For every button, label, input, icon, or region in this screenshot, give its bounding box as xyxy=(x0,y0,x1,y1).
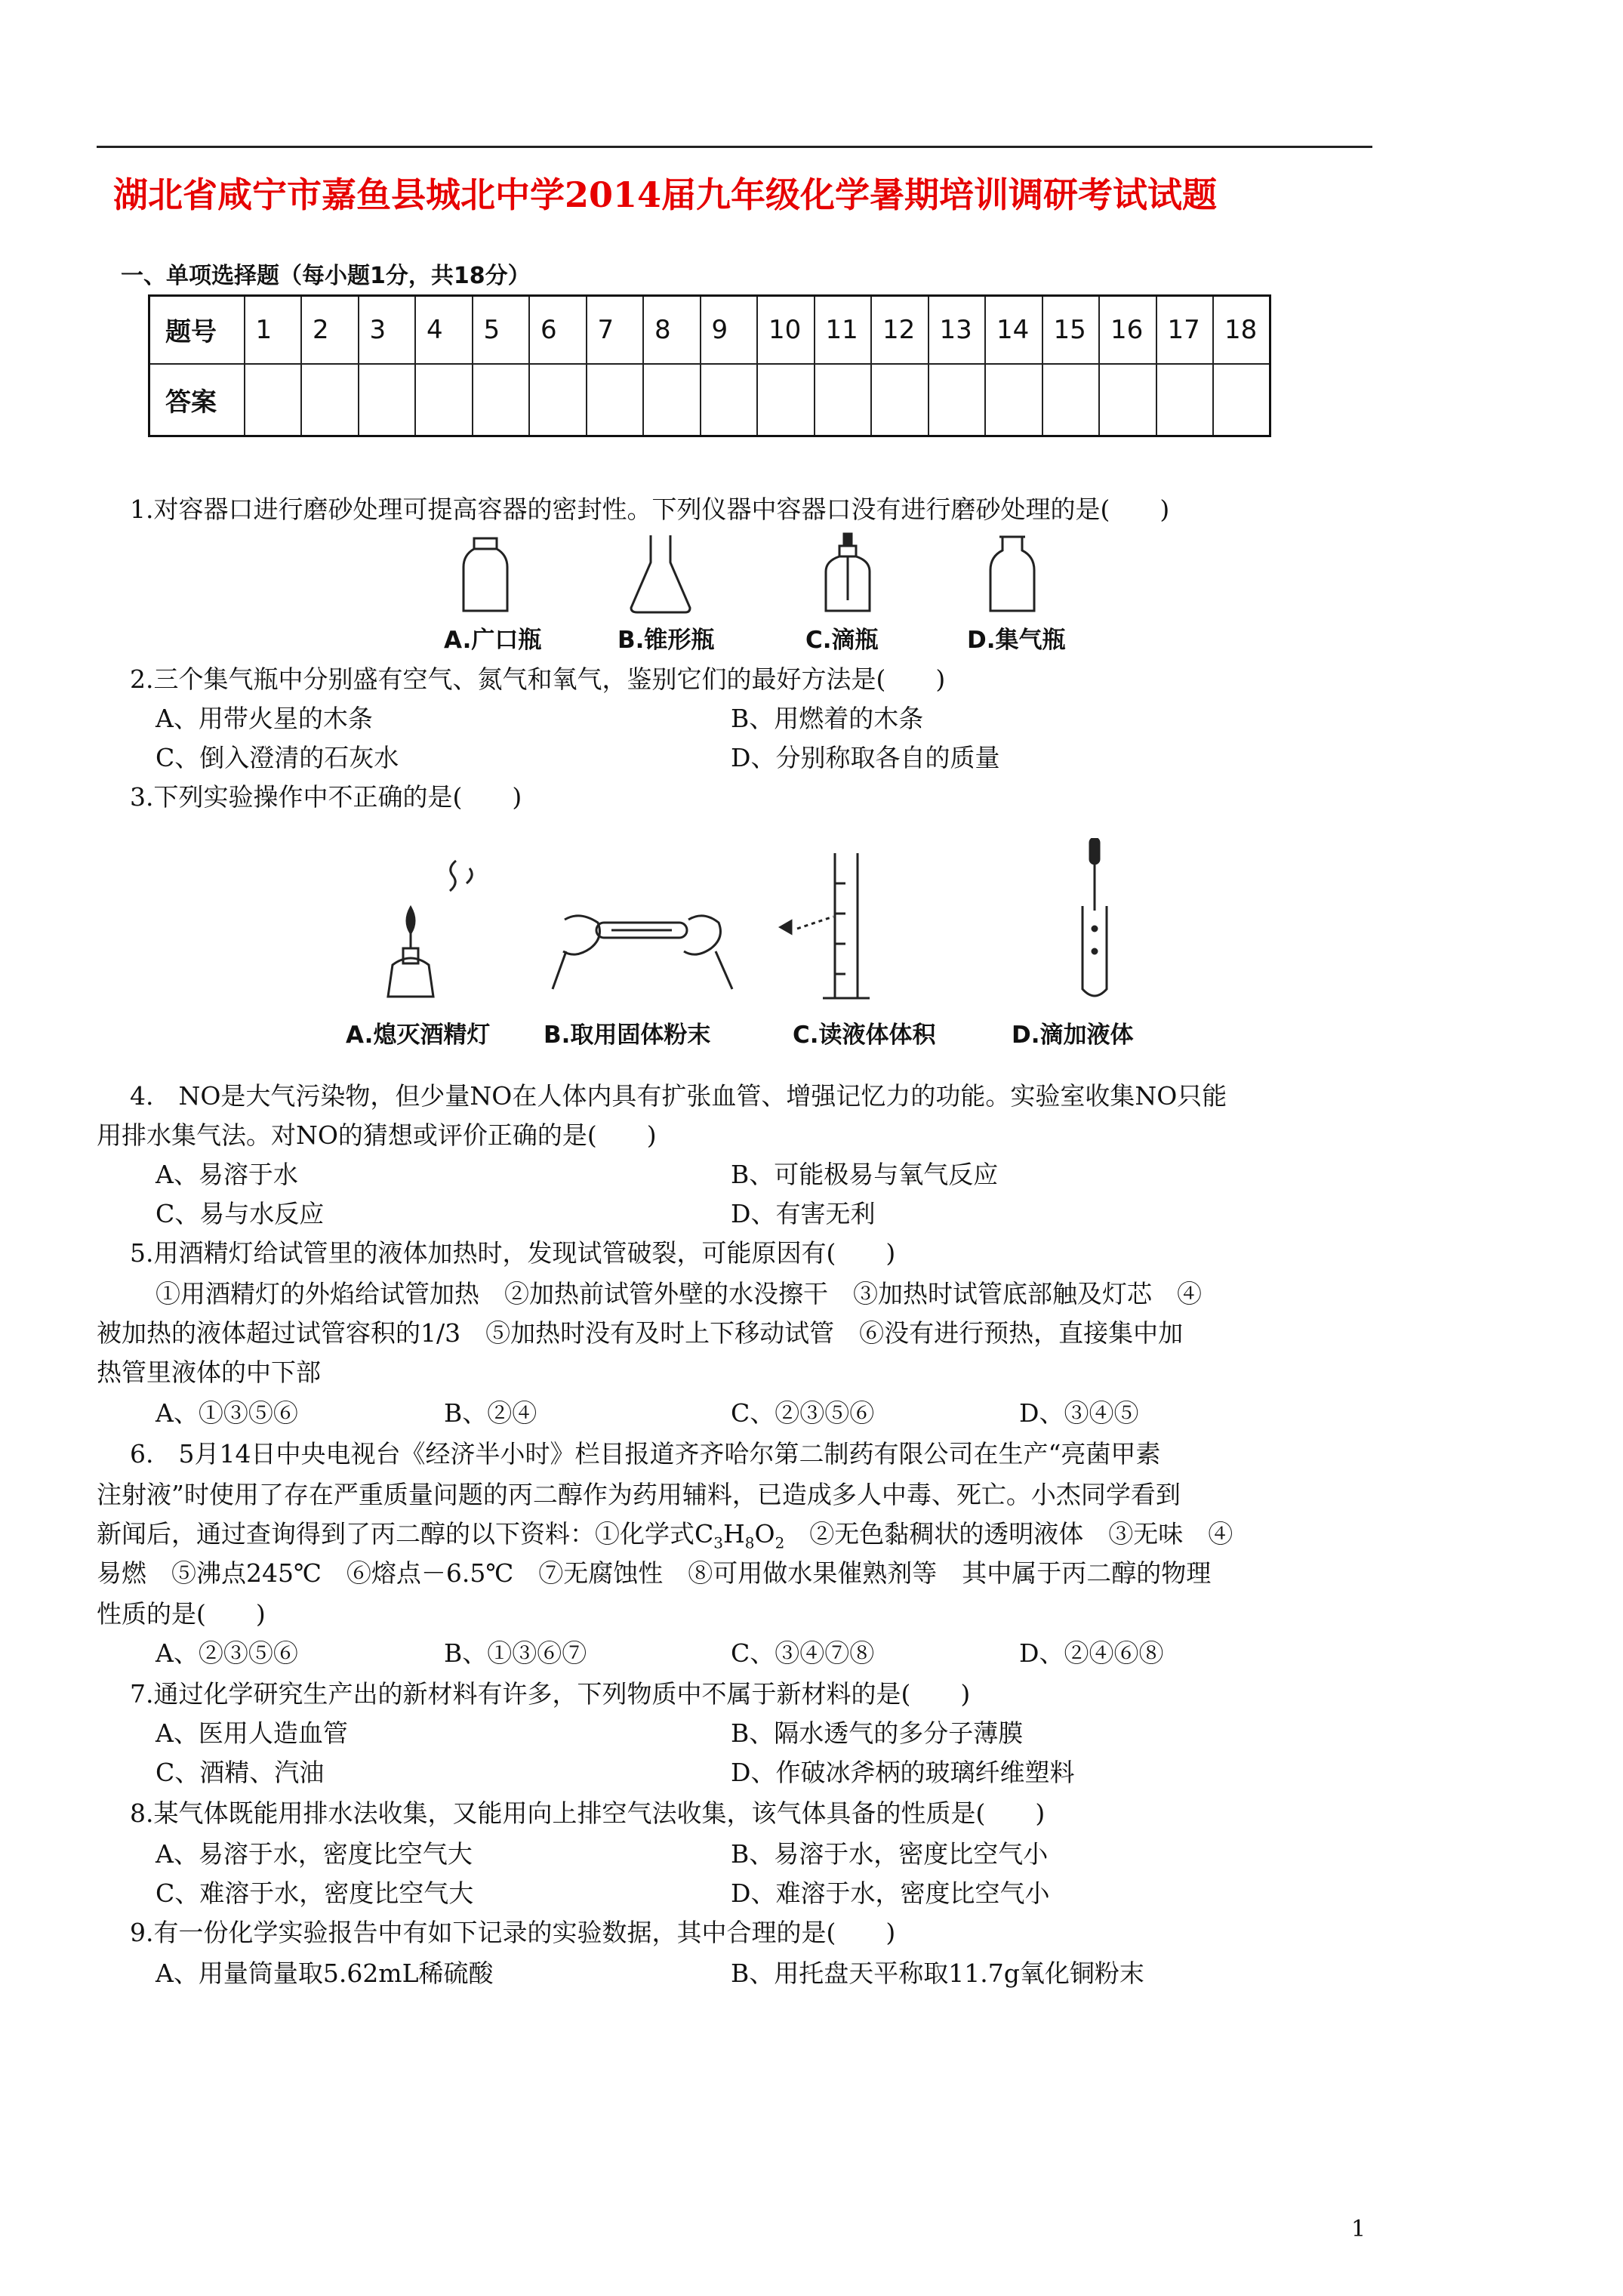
graduated-cylinder-icon xyxy=(781,853,870,998)
q5-option-b: B、②④ xyxy=(444,1398,537,1428)
q7-option-c: C、酒精、汽油 xyxy=(156,1758,325,1787)
table-cell-number: 3 xyxy=(359,296,416,364)
q9-option-a: A、用量筒量取5.62mL稀硫酸 xyxy=(156,1959,494,1988)
q6-line-3-part: 新闻后，通过查询得到了丙二醇的以下资料：①化学式C xyxy=(97,1519,714,1549)
q1-label-a: A.广口瓶 xyxy=(444,627,542,654)
page-number: 1 xyxy=(1351,2216,1366,2242)
q4-option-a: A、易溶于水 xyxy=(156,1160,298,1189)
q8-option-d: D、难溶于水，密度比空气小 xyxy=(731,1878,1050,1908)
q1-label-c: C.滴瓶 xyxy=(805,627,879,654)
answer-cell[interactable] xyxy=(1042,364,1100,436)
q8-option-c: C、难溶于水，密度比空气大 xyxy=(156,1878,474,1908)
table-header-answer: 答案 xyxy=(149,364,245,436)
answer-cell[interactable] xyxy=(245,364,302,436)
answer-cell[interactable] xyxy=(415,364,473,436)
question-4-line-2: 用排水集气法。对NO的猜想或评价正确的是( ) xyxy=(97,1120,657,1150)
question-5-line-3: 热管里液体的中下部 xyxy=(97,1358,321,1387)
answer-cell[interactable] xyxy=(701,364,758,436)
dropper-bottle-icon xyxy=(826,534,870,611)
question-6-line-4: 易燃 ⑤沸点245℃ ⑥熔点－6.5℃ ⑦无腐蚀性 ⑧可用做水果催熟剂等 其中属于丙二醇的物理 xyxy=(97,1558,1212,1588)
answer-cell[interactable] xyxy=(985,364,1042,436)
q6-line-3-part: O xyxy=(754,1519,775,1549)
table-cell-number: 18 xyxy=(1213,296,1270,364)
q4-option-c: C、易与水反应 xyxy=(156,1199,325,1228)
q7-option-a: A、医用人造血管 xyxy=(156,1718,348,1748)
q6-option-c: C、③④⑦⑧ xyxy=(731,1638,875,1668)
q9-option-b: B、用托盘天平称取11.7g氧化铜粉末 xyxy=(731,1959,1144,1988)
table-cell-number: 10 xyxy=(757,296,815,364)
table-cell-number: 17 xyxy=(1156,296,1214,364)
q4-option-b: B、可能极易与氧气反应 xyxy=(731,1160,999,1189)
q6-option-d: D、②④⑥⑧ xyxy=(1019,1638,1164,1668)
table-header-number: 题号 xyxy=(149,296,245,364)
answer-cell[interactable] xyxy=(815,364,872,436)
answer-cell[interactable] xyxy=(473,364,530,436)
table-cell-number: 7 xyxy=(587,296,644,364)
question-3-text: 3.下列实验操作中不正确的是( ) xyxy=(130,782,522,812)
q6-option-a: A、②③⑤⑥ xyxy=(156,1638,298,1668)
q1-label-b: B.锥形瓶 xyxy=(617,627,715,654)
question-6-line-2: 注射液”时使用了存在严重质量问题的丙二醇作为药用辅料，已造成多人中毒、死亡。小杰同学看到 xyxy=(97,1480,1181,1509)
table-cell-number: 2 xyxy=(301,296,359,364)
question-6-line-5: 性质的是( ) xyxy=(97,1599,266,1629)
q1-label-d: D.集气瓶 xyxy=(967,627,1066,654)
q7-option-d: D、作破冰斧柄的玻璃纤维塑料 xyxy=(731,1758,1075,1787)
q1-glassware-figure xyxy=(453,532,1117,615)
section-heading: 一、单项选择题（每小题1分，共18分） xyxy=(121,263,531,289)
answer-cell[interactable] xyxy=(529,364,587,436)
table-cell-number: 15 xyxy=(1042,296,1100,364)
q5-option-c: C、②③⑤⑥ xyxy=(731,1398,875,1428)
q3-label-a: A.熄灭酒精灯 xyxy=(346,1022,491,1049)
page-title: 湖北省咸宁市嘉鱼县城北中学2014届九年级化学暑期培训调研考试试题 xyxy=(113,174,1218,215)
answer-cell[interactable] xyxy=(1213,364,1270,436)
table-cell-number: 6 xyxy=(529,296,587,364)
question-6-line-1: 6. 5月14日中央电视台《经济半小时》栏目报道齐齐哈尔第二制药有限公司在生产“亮菌甲素 xyxy=(130,1439,1161,1469)
table-cell-number: 9 xyxy=(701,296,758,364)
q3-operations-figure xyxy=(377,838,1178,1012)
answer-cell[interactable] xyxy=(301,364,359,436)
answer-table xyxy=(148,294,1271,437)
q8-option-b: B、易溶于水，密度比空气小 xyxy=(731,1839,1049,1869)
conical-flask-icon xyxy=(631,535,690,612)
question-8-text: 8.某气体既能用排水法收集，又能用向上排空气法收集，该气体具备的性质是( ) xyxy=(130,1798,1046,1828)
question-6-line-3 xyxy=(97,1519,1233,1552)
q5-option-a: A、①③⑤⑥ xyxy=(156,1398,298,1428)
q2-option-b: B、用燃着的木条 xyxy=(731,704,924,733)
table-cell-number: 12 xyxy=(871,296,929,364)
table-cell-number: 14 xyxy=(985,296,1042,364)
answer-cell[interactable] xyxy=(757,364,815,436)
question-5-text: 5.用酒精灯给试管里的液体加热时，发现试管破裂，可能原因有( ) xyxy=(130,1238,896,1268)
answer-cell[interactable] xyxy=(587,364,644,436)
subscript: 2 xyxy=(775,1533,785,1552)
answer-cell[interactable] xyxy=(359,364,416,436)
question-7-text: 7.通过化学研究生产出的新材料有许多，下列物质中不属于新材料的是( ) xyxy=(130,1679,971,1709)
q2-option-d: D、分别称取各自的质量 xyxy=(731,743,1000,772)
answer-cell[interactable] xyxy=(643,364,701,436)
question-1-text: 1.对容器口进行磨砂处理可提高容器的密封性。下列仪器中容器口没有进行磨砂处理的是( ) xyxy=(130,495,1170,524)
q8-option-a: A、易溶于水，密度比空气大 xyxy=(156,1839,473,1869)
table-cell-number: 16 xyxy=(1099,296,1156,364)
table-cell-number: 5 xyxy=(473,296,530,364)
q5-option-d: D、③④⑤ xyxy=(1019,1398,1139,1428)
q3-label-d: D.滴加液体 xyxy=(1012,1022,1134,1049)
table-row-numbers xyxy=(149,296,1270,364)
q2-option-a: A、用带火星的木条 xyxy=(156,704,373,733)
answer-cell[interactable] xyxy=(871,364,929,436)
q3-label-b: B.取用固体粉末 xyxy=(544,1022,711,1049)
subscript: 3 xyxy=(713,1533,723,1552)
hands-test-tube-icon xyxy=(553,916,732,989)
question-5-line-1: ①用酒精灯的外焰给试管加热 ②加热前试管外壁的水没擦干 ③加热时试管底部触及灯芯 ④ xyxy=(156,1279,1202,1308)
subscript: 8 xyxy=(744,1533,755,1552)
answer-cell[interactable] xyxy=(1099,364,1156,436)
table-row-answers xyxy=(149,364,1270,436)
top-rule xyxy=(97,146,1372,148)
gas-jar-icon xyxy=(990,537,1034,611)
question-5-line-2: 被加热的液体超过试管容积的1/3 ⑤加热时没有及时上下移动试管 ⑥没有进行预热，直接集中加 xyxy=(97,1318,1184,1348)
question-9-text: 9.有一份化学实验报告中有如下记录的实验数据，其中合理的是( ) xyxy=(130,1918,896,1947)
dropper-test-tube-icon xyxy=(1083,838,1107,996)
table-cell-number: 4 xyxy=(415,296,473,364)
table-cell-number: 11 xyxy=(815,296,872,364)
question-2-text: 2.三个集气瓶中分别盛有空气、氮气和氧气，鉴别它们的最好方法是( ) xyxy=(130,664,946,694)
answer-cell[interactable] xyxy=(1156,364,1214,436)
table-cell-number: 13 xyxy=(929,296,986,364)
q6-line-3-part: H xyxy=(722,1519,745,1549)
q3-label-c: C.读液体体积 xyxy=(793,1022,936,1049)
q4-option-d: D、有害无利 xyxy=(731,1199,876,1228)
table-cell-number: 8 xyxy=(643,296,701,364)
q7-option-b: B、隔水透气的多分子薄膜 xyxy=(731,1718,1024,1748)
alcohol-lamp-icon xyxy=(388,861,472,997)
q6-option-b: B、①③⑥⑦ xyxy=(444,1638,587,1668)
answer-cell[interactable] xyxy=(929,364,986,436)
q6-line-3-part: ②无色黏稠状的透明液体 ③无味 ④ xyxy=(784,1519,1233,1549)
wide-mouth-bottle-icon xyxy=(463,538,507,611)
question-4-line-1: 4. NO是大气污染物，但少量NO在人体内具有扩张血管、增强记忆力的功能。实验室收集NO只能 xyxy=(130,1081,1227,1111)
table-cell-number: 1 xyxy=(245,296,302,364)
q2-option-c: C、倒入澄清的石灰水 xyxy=(156,743,399,772)
